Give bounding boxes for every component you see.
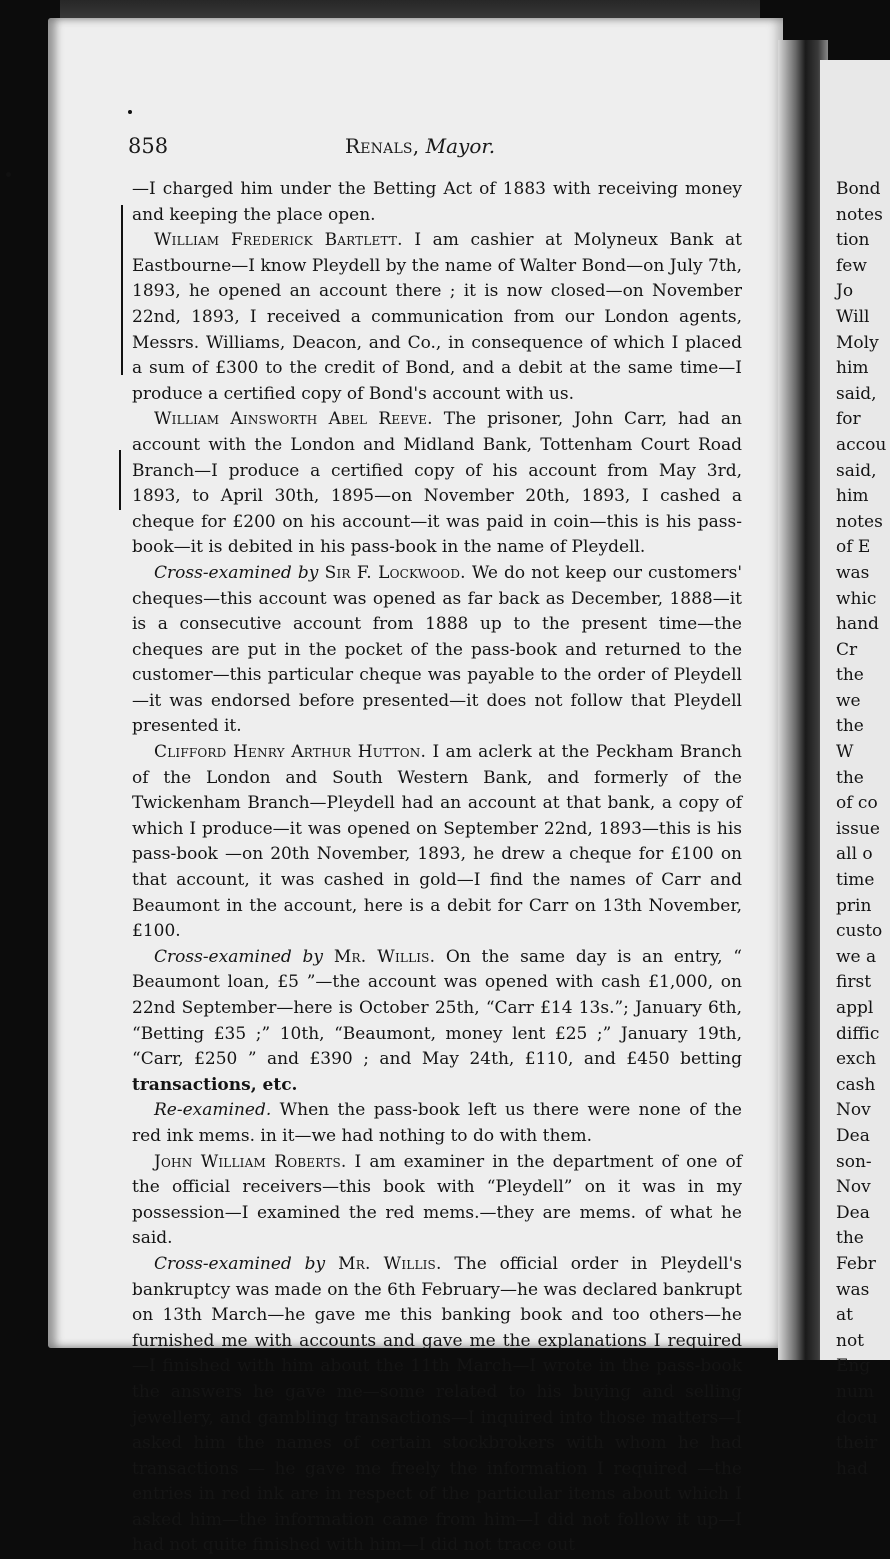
counsel-name: Mr. Willis.	[325, 1253, 442, 1274]
paragraph-cross-willis	[132, 945, 742, 1099]
counsel-name: Mr. Willis.	[323, 946, 436, 967]
right-page-fragment: Bond	[836, 179, 881, 199]
right-page-fragment: Eng	[836, 1356, 871, 1377]
right-page-fragment: Dea	[836, 1125, 870, 1146]
right-page-fragment: issue	[836, 818, 880, 839]
right-page-fragment: first	[836, 972, 872, 993]
right-page-fragment: docu	[836, 1407, 878, 1428]
right-page-fragment: at	[836, 1305, 853, 1326]
margin-mark	[121, 205, 123, 375]
paragraph-roberts	[132, 1150, 742, 1252]
right-page-fragment: exch	[836, 1049, 877, 1070]
right-page-fragment: we	[836, 690, 861, 711]
right-page-fragment: num	[836, 1381, 875, 1402]
right-page-fragment: not	[836, 1330, 865, 1351]
right-page-fragments	[836, 177, 887, 1482]
paragraph	[132, 177, 742, 228]
paragraph-bold-text: transactions, etc.	[132, 1074, 298, 1095]
page-body	[132, 177, 742, 1559]
right-page-fragment: notes	[836, 511, 883, 532]
right-page-fragment: few	[836, 255, 867, 276]
right-page-fragment: W	[836, 742, 854, 763]
right-page-fragment: for	[836, 409, 861, 430]
right-page-fragment: was	[836, 1279, 870, 1300]
paragraph-text: The prisoner, John Carr, had an account with the London and Midland Bank, Tottenham Court Road Branch—I produce a certified copy of his account from May 3rd, 1893, to April 30th, 1895—on November 20th, 1893, I cashed a cheque for £200 on his account—it was paid in coin—this is his pass-book—it is debited in his pass-book in the name of Pleydell.	[132, 409, 743, 558]
right-page-fragment: Will	[836, 306, 870, 327]
examination-label: Cross-examined by	[154, 946, 323, 967]
paragraph-text: On the same day is an entry, “ Beaumont loan, £5 ”—the account was opened with cash £1,000, on 22nd September—here is October 25th, “Carr £14 13s.”; January 6th, “Betting £35 ;” 10th, “Beaumont, money lent £25 ;” January 19th, “Carr, £250 ” and £390 ; and May 24th, £110, and £450 betting	[132, 946, 742, 1070]
paragraph-text: I am examiner in the department of one of the official receivers—this book with “Pleydell” on it was in my possession—I examined the red mems.—they are mems. of what he said.	[132, 1151, 742, 1249]
right-page-fragment: we a	[836, 946, 877, 967]
right-page-fragment: tion	[836, 230, 870, 251]
examination-label: Cross-examined by	[154, 562, 319, 583]
right-page-fragment: notes	[836, 204, 883, 225]
right-page-fragment: whic	[836, 588, 877, 609]
paragraph-text: When the pass-book left us there were none of the red ink mems. in it—we had nothing to do with them.	[132, 1100, 742, 1146]
paragraph-hutton	[132, 740, 742, 945]
witness-name: Clifford Henry Arthur Hutton.	[154, 742, 427, 763]
right-page-fragment: diffic	[836, 1023, 880, 1044]
right-page-fragment: prin	[836, 895, 872, 916]
margin-mark	[119, 450, 121, 510]
right-page-fragment: Dea	[836, 1202, 870, 1223]
right-page-fragment: the	[836, 665, 864, 686]
right-page-fragment: Nov	[836, 1100, 871, 1121]
right-page-fragment: Febr	[836, 1253, 876, 1274]
witness-name: William Ainsworth Abel Reeve.	[154, 409, 433, 430]
right-page-fragment: appl	[836, 998, 874, 1018]
witness-name: William Frederick Bartlett.	[154, 230, 403, 251]
paragraph-cross-lockwood	[132, 561, 742, 740]
witness-name: John William Roberts.	[154, 1151, 347, 1172]
right-page-fragment: their	[836, 1433, 878, 1454]
right-page-fragment: Jo	[836, 281, 854, 302]
right-page-fragment: said,	[836, 460, 877, 481]
right-page-fragment: said,	[836, 383, 877, 404]
paragraph-re-examined	[132, 1098, 742, 1149]
examination-label: Cross-examined by	[154, 1253, 326, 1274]
paragraph-text: I am cashier at Molyneux Bank at Eastbourne—I know Pleydell by the name of Walter Bond—on July 7th, 1893, he opened an account there ; it is now closed—on November 22nd, 1893, I received a communication from our London agents, Messrs. Williams, Deacon, and Co., in consequence of which I placed a sum of £300 to the credit of Bond, and a debit at the same time—I produce a certified copy of Bond's account with us.	[132, 230, 742, 404]
right-page-fragment: custo	[836, 921, 883, 942]
right-page-fragment: the	[836, 767, 864, 788]
counsel-name: Sir F. Lockwood.	[318, 562, 466, 583]
right-page-fragment: was	[836, 562, 870, 583]
right-page-fragment: Cr	[836, 639, 858, 660]
ink-speck	[6, 172, 11, 177]
paragraph-cross-willis-2	[132, 1252, 742, 1559]
right-page-fragment: Moly	[836, 332, 879, 353]
running-head	[345, 134, 545, 158]
paragraph-text: We do not keep our customers' cheques—this account was opened as far back as December, 1888—it is a consecutive account from 1888 up to the present time—the cheques are put in the pocket of the pass-book and returned to the customer—this particular cheque was payable to the order of Pleydell—it was endorsed before presented—it does not follow that Pleydell presented it.	[132, 562, 742, 737]
right-page-fragment: him	[836, 358, 869, 379]
right-page-fragment: the	[836, 1228, 864, 1249]
right-page-fragment: cash	[836, 1074, 876, 1095]
right-page-fragment: had	[836, 1458, 868, 1479]
paragraph-text: I am aclerk at the Peckham Branch of the London and South Western Bank, and formerly of the Twickenham Branch—Pleydell had an account at that bank, a copy of which I produce—it was opened on September 22nd, 1893—this is his pass-book —on 20th November, 1893, he drew a cheque for £100 on that account, it was cashed in gold—I find the names of Carr and Beaumont in the account, here is a debit for Carr on 13th November, £100.	[132, 742, 742, 942]
right-page-fragment: the	[836, 716, 864, 737]
paragraph-text: —I charged him under the Betting Act of 1883 with receiving money and keeping the place open.	[132, 179, 742, 225]
right-page-fragment: son-	[836, 1151, 872, 1172]
right-page-fragment: hand	[836, 614, 879, 635]
running-head-title: Mayor.	[425, 134, 496, 158]
right-page-fragment: of co	[836, 793, 878, 814]
right-page-fragment: accou	[836, 434, 887, 455]
examination-label: Re-examined.	[154, 1100, 272, 1121]
paragraph-bartlett	[132, 228, 742, 407]
ink-speck	[128, 110, 132, 114]
paragraph-reeve	[132, 407, 742, 561]
right-page-fragment: of E	[836, 537, 871, 558]
page-number: 858	[128, 134, 169, 158]
right-page-fragment: him	[836, 486, 869, 507]
running-head-name: Renals,	[345, 134, 420, 158]
right-page-fragment: time	[836, 870, 875, 891]
paragraph-text: The official order in Pleydell's bankruptcy was made on the 6th February—he was declared bankrupt on 13th March—he gave me this banking book and too others—he furnished me with accounts and gave me the explanations I required—I finished with him about the 11th March—I wrote in the pass-book the answers he gave me—some related to his buying and selling jewellery, and gambling transactions—I inquired into those matters—I asked him the names of certain stockbrokers with whom he had transactions — he gave me freely the information I required —the entries in red ink are in respect of the particular items about which I asked him—the information came from him—I did not follow it up—I had not quite finished with him—I did not trace out	[132, 1253, 742, 1556]
right-page-fragment: all o	[836, 844, 873, 865]
right-page-fragment: Nov	[836, 1177, 871, 1198]
